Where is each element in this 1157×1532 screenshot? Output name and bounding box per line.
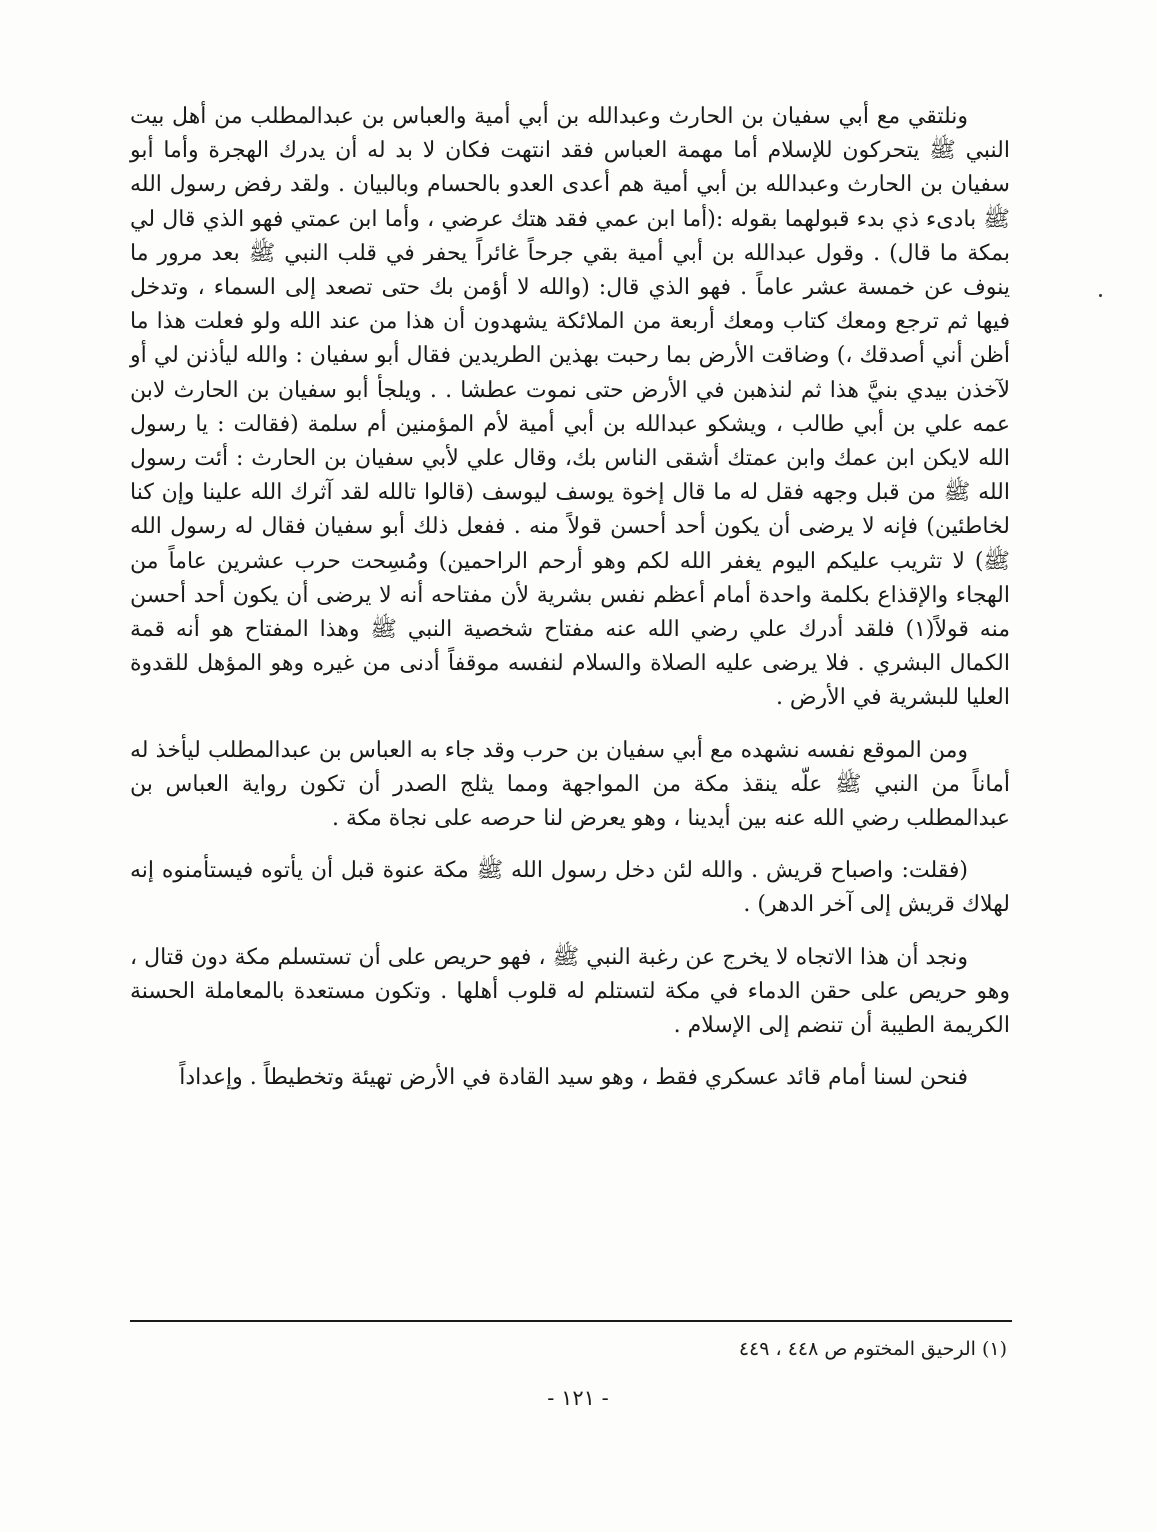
paragraph-5: فنحن لسنا أمام قائد عسكري فقط ، وهو سيد القادة في الأرض تهيئة وتخطيطاً . وإعداداً (179, 1065, 968, 1091)
main-text (130, 100, 1010, 1095)
paragraph-1: ونلتقي مع أبي سفيان بن الحارث وعبدالله بن أبي أمية والعباس بن عبدالمطلب من أهل بيت النبي ﷺ يتحركون للإسلام أما مهمة العباس فقد انتهت فكان لا بد له أن يدرك الهجرة وأما أبو سفيان بن الحارث وعبدالله بن أبي أمية هم أعدى العدو بالحسام وبالبيان . ولقد رفض رسول الله ﷺ بادىء ذي بدء قبولهما بقوله :(أما ابن عمي فقد هتك عرضي ، وأما ابن عمتي فهو الذي قال لي بمكة ما قال) . وقول عبدالله بن أبي أمية بقي جرحاً غائراً يحفر في قلب النبي ﷺ بعد مرور ما ينوف عن خمسة عشر عاماً . فهو الذي قال: (والله لا أؤمن بك حتى تصعد إلى السماء ، وتدخل فيها ثم ترجع ومعك كتاب ومعك أربعة من الملائكة يشهدون أن هذا من عند الله ولو فعلت هذا ما أظن أني أصدقك ،) وضاقت الأرض بما رحبت بهذين الطريدين فقال أبو سفيان : والله ليأذنن لي أو لآخذن بيدي بنيَّ هذا ثم لنذهبن في الأرض حتى نموت عطشا . . ويلجأ أبو سفيان بن الحارث لابن عمه علي بن أبي طالب ، ويشكو عبدالله بن أبي أمية لأم المؤمنين أم سلمة (فقالت : يا رسول الله لايكن ابن عمك وابن عمتك أشقى الناس بك، وقال علي لأبي سفيان بن الحارث : أئت رسول الله ﷺ من قبل وجهه فقل له ما قال إخوة يوسف ليوسف (قالوا تالله لقد آثرك الله علينا وإن كنا لخاطئين) فإنه لا يرضى أن يكون أحد أحسن قولاً منه . ففعل ذلك أبو سفيان فقال له رسول الله ﷺ) لا تثريب عليكم اليوم يغفر الله لكم وهو أرحم الراحمين) ومُسِحت حرب عشرين عاماً من الهجاء والإقذاع بكلمة واحدة أمام أعظم نفس بشرية لأن مفتاحه أنه لا يرضى أن يكون أحد أحسن منه قولاً(١) فلقد أدرك علي رضي الله عنه مفتاح شخصية النبي ﷺ وهذا المفتاح هو أنه قمة الكمال البشري . فلا يرضى عليه الصلاة والسلام لنفسه موقفاً أدنى من غيره وهو المؤهل للقدوة العليا للبشرية في الأرض . (130, 104, 1010, 711)
footnote: (١) الرحيق المختوم ص ٤٤٨ ، ٤٤٩ (738, 1338, 1007, 1360)
footnote-separator (130, 1320, 1012, 1322)
paragraph-3: (فقلت: واصباح قريش . والله لئن دخل رسول الله ﷺ مكة عنوة قبل أن يأتوه فيستأمنوه إنه لهلاك قريش إلى آخر الدهر) . (130, 858, 1010, 918)
paragraph-2: ومن الموقع نفسه نشهده مع أبي سفيان بن حرب وقد جاء به العباس بن عبدالمطلب ليأخذ له أماناً من النبي ﷺ علّه ينقذ مكة من المواجهة ومما يثلج الصدر أن تكون رواية العباس بن عبدالمطلب رضي الله عنه بين أيدينا ، وهو يعرض لنا حرصه على نجاة مكة . (130, 737, 1010, 832)
margin-speck (1099, 294, 1102, 297)
page-number: - ١٢١ - (547, 1386, 609, 1410)
paragraph-4: ونجد أن هذا الاتجاه لا يخرج عن رغبة النبي ﷺ ، فهو حريص على أن تستسلم مكة دون قتال ، وهو حريص على حقن الدماء في مكة لتستلم له قلوب أهلها . وتكون مستعدة بالمعاملة الحسنة الكريمة الطيبة أن تنضم إلى الإسلام . (130, 944, 1010, 1039)
